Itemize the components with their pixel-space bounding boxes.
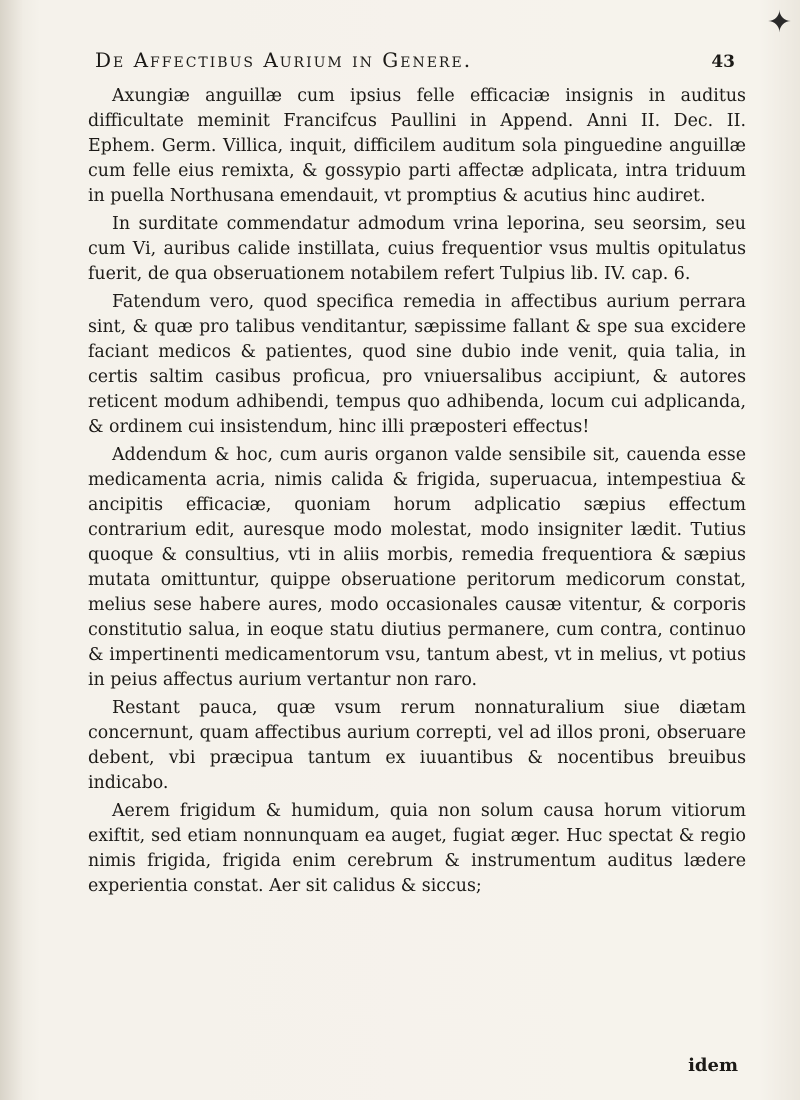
ink-mark-icon: ✦: [766, 5, 792, 40]
paragraph: Fatendum vero, quod specifica remedia in affectibus aurium perrara sint, & quæ pro talibus venditantur, sæpissime fallant & spe sua excidere faciant medicos & patientes, quod sine dubio inde venit, quia talia, in certis saltim casibus proficua, pro vniuersalibus accipiunt, & autores reticent modum adhibendi, tempus quo adhibenda, locum cui adplicanda, & ordinem cui insistendum, hinc illi præposteri effectus!: [88, 292, 746, 437]
paragraph: Aerem frigidum & humidum, quia non solum causa horum vitiorum exiftit, sed etiam nonnunquam ea auget, fugiat æger. Huc spectat & regio nimis frigida, frigida enim cerebrum & instrumentum auditus lædere experientia constat. Aer sit calidus & siccus;: [88, 801, 746, 896]
paragraph: Axungiæ anguillæ cum ipsius felle efficaciæ insignis in auditus difficultate meminit Francifcus Paullini in Append. Anni II. Dec. II. Ephem. Germ. Villica, inquit, difficilem auditum sola pinguedine anguillæ cum felle eius remixta, & gossypio parti affectæ adplicata, intra triduum in puella Northusana emendauit, vt promptius & acutius hinc audiret.: [88, 86, 746, 206]
page-header: [95, 48, 735, 78]
paragraph: Restant pauca, quæ vsum rerum nonnaturalium siue diætam concernunt, quam affectibus aurium correpti, vel ad illos proni, obseruare debent, vbi præcipua tantum ex iuuantibus & nocentibus breuibus indicabo.: [88, 698, 746, 793]
page-number: 43: [711, 52, 735, 72]
running-head: De Affectibus Aurium in Genere.: [95, 48, 473, 72]
catchword: idem: [688, 1055, 738, 1076]
paragraph: In surditate commendatur admodum vrina leporina, seu seorsim, seu cum Vi, auribus calide instillata, cuius frequentior vsus multis opitulatus fuerit, de qua obseruationem notabilem refert Tulpius lib. IV. cap. 6.: [88, 214, 746, 284]
page-body: [88, 84, 746, 902]
page-gutter: [0, 0, 22, 1100]
paragraph: Addendum & hoc, cum auris organon valde sensibile sit, cauenda esse medicamenta acria, nimis calida & frigida, superuacua, intempestiua & ancipitis efficaciæ, quoniam horum adplicatio sæpius effectum contrarium edit, auresque modo molestat, modo insigniter lædit. Tutius quoque & consultius, vti in aliis morbis, remedia frequentiora & sæpius mutata omittuntur, quippe obseruatione peritorum medicorum constat, melius sese habere aures, modo occasionales causæ vitentur, & corporis constitutio salua, in eoque statu diutius permanere, cum contra, continuo & impertinenti medicamentorum vsu, tantum abest, vt in melius, vt potius in peius affectus aurium vertantur non raro.: [88, 445, 746, 690]
